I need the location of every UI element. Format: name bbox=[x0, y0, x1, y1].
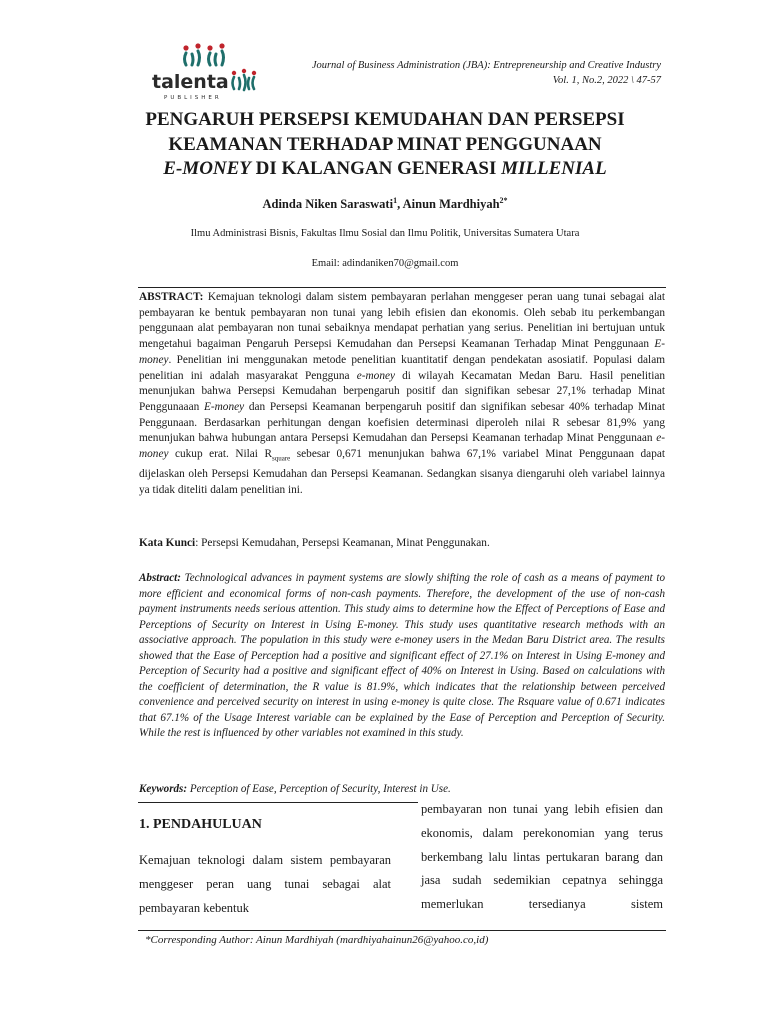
abstrak-paragraph: ABSTRACT: Kemajuan teknologi dalam sistem pembayaran perlahan menggeser peran uang tunai sebagai alat pembayaran ke bentuk pembayaran non tunai yang lebih efisien dan ekonomis. Oleh sebab itu perkembangan penggunaan alat pembayaran non tunai sebaiknya mendapat perhatian yang serius. Penelitian ini bertujuan untuk mengetahui bagaiman Pengaruh Persepsi Kemudahan dan Persepsi Keamanan Terhadap Minat Penggunaan E-money. Penelitian ini menggunakan metode penelitian kuantitatif dengan pendekatan asosiatif. Populasi dalam penelitian ini adalah masyarakat Pengguna e-money di wilayah Kecamatan Medan Baru. Hasil penelitian menunjukan bahwa Persepsi Kemudahan berpengaruh positif dan signifikan sebesar 27,1% terhadap Minat Penggunaaan E-money dan Persepsi Keamanan berpengaruh positif dan signifikan sebesar 40% terhadap Minat Penggunaan. Berdasarkan perhitungan dengan koefisien determinasi diperoleh nilai R sebesar 81,9% yang menunjukan bahwa hubungan antara Persepsi Kemudahan dan Persepsi Keamanan terhadap Minat Penggunaan e-money cukup erat. Nilai $R_{square}$ sebesar 0,671 menunjukan bahwa 67,1% variabel Minat Penggunaan dapat dijelaskan oleh Persepsi Kemudahan dan Persepsi Keamanan. Sedangkan sisanya diengaruhi oleh variabel lainnya ya tidak diteliti dalam penelitian ini. bbox=[139, 291, 665, 496]
column-left bbox=[139, 812, 391, 920]
title-line-1: PENGARUH PERSEPSI KEMUDAHAN DAN PERSEPSI bbox=[145, 109, 625, 130]
intro-text-right: pembayaran non tunai yang lebih efisien dan ekonomis, dalam perekonomian yang terus berkembang lalu lintas pertukaran barang dan jasa sudah sedemikian cepatnya sehingga memerlukan tersedianya sistem bbox=[421, 802, 663, 912]
journal-info bbox=[312, 58, 661, 88]
keywords: Keywords: Perception of Ease, Perception of Security, Interest in Use. bbox=[139, 783, 451, 795]
intro-text-left: Kemajuan teknologi dalam sistem pembayaran menggeser peran uang tunai sebagai alat pembayaran kebentuk bbox=[139, 853, 391, 915]
logo-wordmark: talenta bbox=[152, 71, 229, 93]
abstract-label: Abstract: bbox=[139, 572, 181, 584]
kata-kunci: Kata Kunci: Persepsi Kemudahan, Persepsi Keamanan, Minat Penggunakan. bbox=[139, 537, 490, 549]
author-2: Ainun Mardhiyah bbox=[402, 197, 500, 212]
publisher-logo bbox=[150, 40, 260, 102]
journal-volume: Vol. 1, No.2, 2022 \ 47-57 bbox=[552, 75, 661, 86]
author-1: Adinda Niken Saraswati bbox=[262, 197, 394, 212]
column-right bbox=[421, 798, 663, 917]
abstract-top-rule bbox=[138, 287, 666, 288]
affiliation: Ilmu Administrasi Bisnis, Fakultas Ilmu Sosial dan Ilmu Politik, Universitas Sumatera Utara bbox=[190, 228, 580, 239]
paper-title bbox=[120, 108, 650, 182]
section-heading: 1. PENDAHULUAN bbox=[139, 817, 262, 832]
abstrak-label: ABSTRACT: bbox=[139, 291, 204, 303]
title-line-2: KEAMANAN TERHADAP MINAT PENGGUNAAN bbox=[168, 133, 602, 155]
journal-name: Journal of Business Administration (JBA): Entrepreneurship and Creative Industry bbox=[311, 60, 661, 71]
title-line-3: E-MONEY DI KALANGAN GENERASI MILLENIAL bbox=[163, 158, 607, 179]
abstract-english: Abstract: Technological advances in payment systems are slowly shifting the role of cash as a means of payment to more efficient and economical forms of non-cash payments. Therefore, the development of the use of non-cash payment instruments needs serious attention. This study aims to determine how the Effect of Perceptions of Ease and Perceptions of Security on Interest in Using E-money. This study uses quantitative research methods with an associative approach. The population in this study were e-money users in the Medan Baru District area. The results showed that the Ease of Perception had a positive and significant effect of 27.1% on Interest in Using E-money and Perception of Security had a positive and significant effect of 40% on Interest in Using. Based on calculations with the coefficient of determination, the R value is 81.9%, which indicates that the relationship between perceived convenience and perceived security on interest in using e-money is quite close. The Rsquare value of 0.671 indicates that 67.1% of the Usage Interest variable can be explained by the Ease of Perception and Perception of Security. While the rest is influenced by other variables not examined in this study. bbox=[139, 572, 665, 739]
author-list: Adinda Niken Saraswati$^1$, Ainun Mardhiyah$^{2*}$ bbox=[262, 196, 508, 212]
keywords-rule bbox=[138, 802, 418, 803]
footnote-rule bbox=[138, 930, 666, 931]
corresponding-author-footnote: *Corresponding Author: Ainun Mardhiyah (mardhiyahainun26@yahoo.co,id) bbox=[145, 934, 489, 946]
talenta-logo-icon bbox=[150, 40, 260, 102]
logo-subtext: PUBLISHER bbox=[164, 95, 222, 101]
author-email: Email: adindaniken70@gmail.com bbox=[311, 258, 459, 269]
